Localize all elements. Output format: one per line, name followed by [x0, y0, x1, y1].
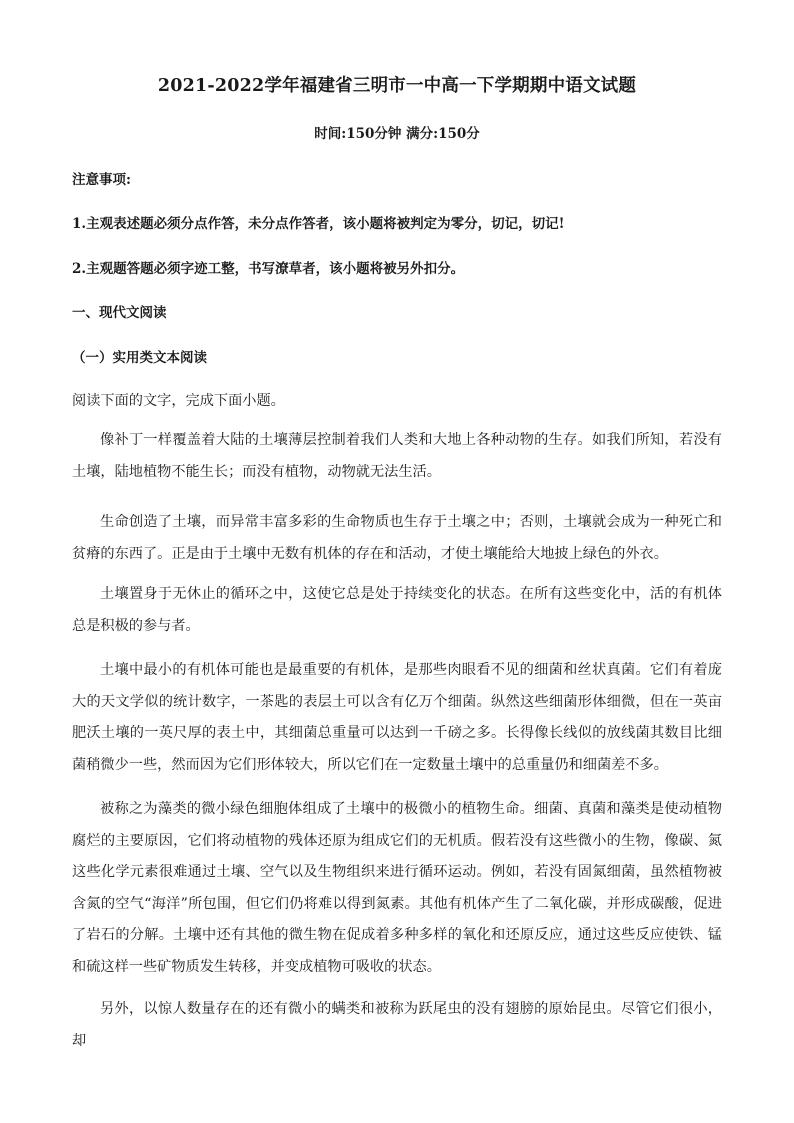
- notice-heading: 注意事项:: [72, 172, 131, 188]
- paragraph-6: 另外，以惊人数量存在的还有微小的螨类和被称为跃尾虫的没有翅膀的原始昆虫。尽管它们很小，却: [72, 1001, 722, 1049]
- paragraph-1: 像补丁一样覆盖着大陆的土壤薄层控制着我们人类和大地上各种动物的生存。如我们所知，若没有土壤，陆地植物不能生长；而没有植物，动物就无法生活。: [72, 432, 722, 480]
- document-title: 2021-2022学年福建省三明市一中高一下学期期中语文试题: [157, 76, 637, 96]
- section-subheading: （一）实用类文本阅读: [72, 350, 207, 366]
- paragraph-4: 土壤中最小的有机体可能也是最重要的有机体，是那些肉眼看不见的细菌和丝状真菌。它们有着庞大的天文学似的统计数字，一茶匙的表层土可以含有亿万个细菌。纵然这些细菌形体细微，但在一英亩肥沃土壤的一英尺厚的表土中，其细菌总重量可以达到一千磅之多。长得像长线似的放线菌其数目比细菌稍微少一些，然而因为它们形体较大，所以它们在一定数量土壤中的总重量仍和细菌差不多。: [72, 662, 722, 773]
- notice-item-2: 2.主观题答题必须字迹工整，书写潦草者，该小题将被另外扣分。: [72, 261, 465, 277]
- paragraph-5: 被称之为藻类的微小绿色细胞体组成了土壤中的极微小的植物生命。细菌、真菌和藻类是使动植物腐烂的主要原因，它们将动植物的残体还原为组成它们的无机质。假若没有这些微小的生物，像碳、氮这些化学元素很难通过土壤、空气以及生物组织来进行循环运动。例如，若没有固氮细菌，虽然植物被含氮的空气“海洋”所包围，但它们仍将难以得到氮素。其他有机体产生了二氧化碳，并形成碳酸，促进了岩石的分解。土壤中还有其他的微生物在促成着多种多样的氧化和还原反应，通过这些反应使铁、锰和硫这样一些矿物质发生转移，并变成植物可吸收的状态。: [72, 801, 722, 975]
- notice-item-1: 1.主观表述题必须分点作答，未分点作答者，该小题将被判定为零分，切记，切记!: [72, 216, 565, 232]
- section-heading: 一、现代文阅读: [72, 305, 167, 321]
- exam-time-and-score: 时间:150分钟 满分:150分: [314, 126, 480, 142]
- paragraph-2: 生命创造了土壤，而异常丰富多彩的生命物质也生存于土壤之中；否则，土壤就会成为一种死亡和贫瘠的东西了。正是由于土壤中无数有机体的存在和活动，才使土壤能给大地披上绿色的外衣。: [72, 514, 722, 562]
- reading-instruction: 阅读下面的文字，完成下面小题。: [72, 393, 285, 409]
- paragraph-3: 土壤置身于无休止的循环之中，这使它总是处于持续变化的状态。在所有这些变化中，活的有机体总是积极的参与者。: [72, 586, 722, 634]
